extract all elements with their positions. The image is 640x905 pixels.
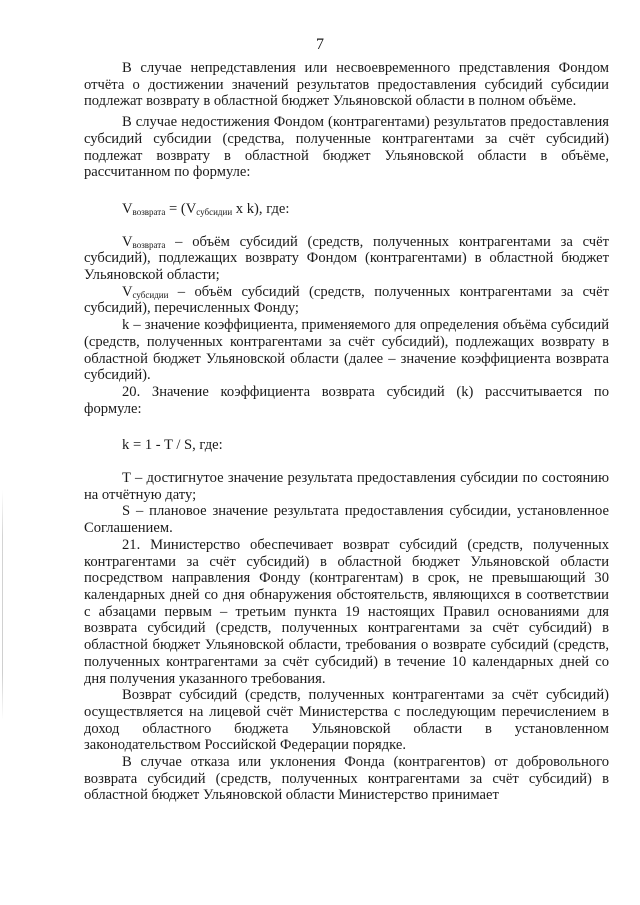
paragraph-20: 20. Значение коэффициента возврата субсидий (k) рассчитывается по формуле:: [84, 383, 609, 417]
def-v: V: [122, 233, 133, 250]
formula-sub-return: возврата: [132, 206, 166, 217]
definition-v-return: [84, 234, 609, 284]
def-sub-subsidy: субсидии: [132, 289, 169, 300]
paragraph-nonsubmission: В случае непредставления или несвоевременного представления Фондом отчёта о достижении значений результатов предоставления субсидий субсидии подлежат возврату в областной бюджет Ульяновской области в полном объёме.: [84, 60, 609, 110]
definition-k: k – значение коэффициента, применяемого для определения объёма субсидий (средств, полученных контрагентами за счёт субсидий), подлежащих возврату в областной бюджет Ульяновской области (далее – значение коэффициента возврата субсидий).: [84, 317, 609, 384]
formula-mid: = (V: [165, 200, 197, 217]
scan-edge-line: [2, 490, 3, 720]
paragraph-nonachievement: В случае недостижения Фондом (контрагентами) результатов предоставления субсидий субсидии (средства, полученные контрагентами за счёт субсидий) подлежат возврату в областной бюджет Ульяновской области в объёме, рассчитанном по формуле:: [84, 114, 609, 181]
paragraph-21: 21. Министерство обеспечивает возврат субсидий (средств, полученных контрагентами за счёт субсидий) в областной бюджет Ульяновской области посредством направления Фонду (контрагентам) в срок, не превышающий 30 календарных дней со дня обнаружения обстоятельств, являющихся в соответствии с абзацами первым – третьим пункта 19 настоящих Правил основаниями для возврата субсидий (средств, полученных контрагентами за счёт субсидий) в областной бюджет Ульяновской области, требования о возврате субсидий (средств, полученных контрагентами за счёт субсидий) в течение 10 календарных дней со дня получения указанного требования.: [84, 536, 609, 687]
page-number: 7: [316, 36, 324, 53]
paragraph-refusal: В случае отказа или уклонения Фонда (контрагентов) от добровольного возврата субсидий (средств, полученных контрагентами за счёт субсидий) в областной бюджет Ульяновской области Министерство принимает: [84, 754, 609, 804]
definition-s: S – плановое значение результата предоставления субсидии, установленное Соглашением.: [84, 503, 609, 537]
def-v2: V: [122, 283, 133, 300]
formula-return-volume: [84, 201, 609, 218]
formula-sub-subsidy: субсидии: [196, 206, 233, 217]
document-body: [84, 60, 609, 804]
definition-v-subsidy: [84, 284, 609, 317]
definition-t: T – достигнутое значение результата предоставления субсидии по состоянию на отчётную дату;: [84, 470, 609, 503]
formula-v: V: [122, 200, 133, 217]
def-v-return-text: – объём субсидий (средств, полученных контрагентами за счёт субсидий), подлежащих возврату Фондом (контрагентами) в областной бюджет Ульяновской области;: [84, 233, 609, 284]
def-v-subsidy-text: – объём субсидий (средств, полученных контрагентами за счёт субсидий), перечисленных Фонду;: [84, 283, 609, 317]
formula-coefficient: k = 1 - T / S, где:: [122, 437, 223, 454]
paragraph-return-account: Возврат субсидий (средств, полученных контрагентами за счёт субсидий) осуществляется на лицевой счёт Министерства с последующим перечислением в доход областного бюджета Ульяновской области в установленном законодательством Российской Федерации порядке.: [84, 687, 609, 754]
formula-tail: x k), где:: [232, 200, 290, 217]
def-sub-return: возврата: [132, 239, 166, 250]
